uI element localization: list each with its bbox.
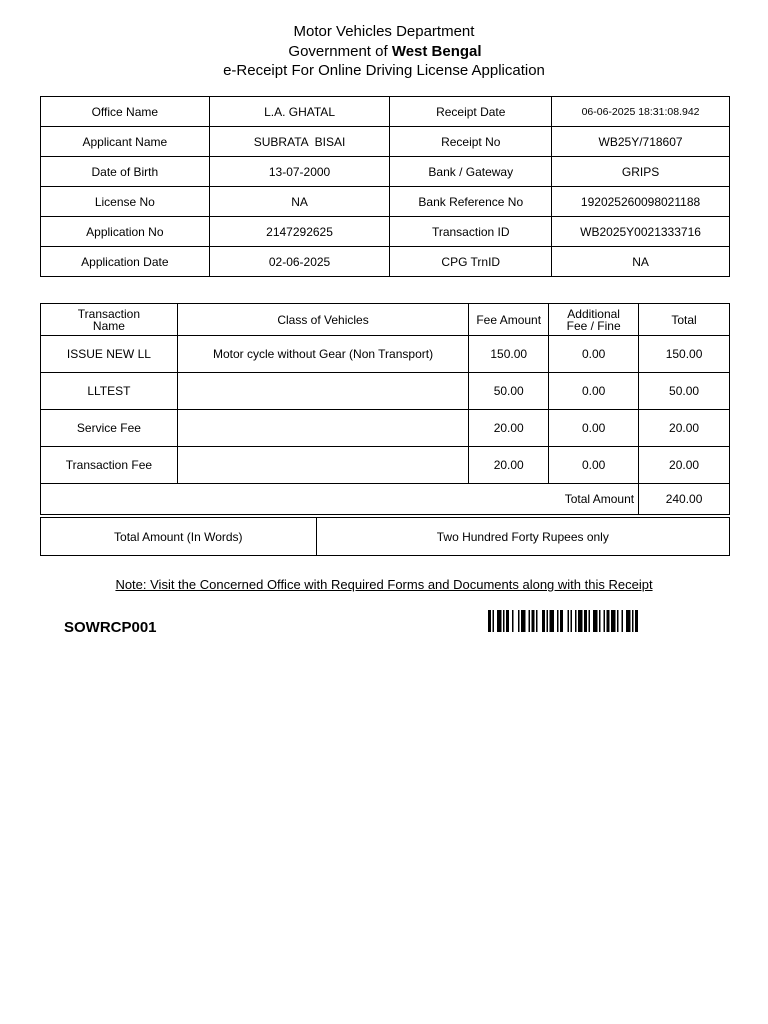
info-label: Bank / Gateway [390, 157, 552, 187]
column-header: Total [639, 304, 730, 336]
info-value: NA [552, 247, 730, 277]
receipt-header [0, 22, 768, 81]
barcode-stripe [604, 610, 606, 632]
table-row [41, 336, 730, 373]
row-total: 20.00 [639, 410, 730, 447]
additional-fee: 0.00 [549, 336, 639, 373]
total-amount-label: Total Amount [41, 484, 639, 515]
total-amount-row [41, 484, 730, 515]
barcode-stripe [607, 610, 610, 632]
barcode-stripe [584, 610, 587, 632]
transaction-name: LLTEST [41, 373, 178, 410]
barcode-stripe [617, 610, 619, 632]
table-row [41, 187, 730, 217]
info-label: Applicant Name [41, 127, 210, 157]
table-row [41, 410, 730, 447]
column-header: Fee Amount [469, 304, 549, 336]
amount-in-words-table [40, 517, 730, 556]
info-label: Office Name [41, 97, 210, 127]
additional-fee: 0.00 [549, 447, 639, 484]
column-header: Class of Vehicles [177, 304, 468, 336]
department-name: Motor Vehicles Department [293, 23, 475, 40]
barcode-stripe [488, 610, 491, 632]
transaction-name: Transaction Fee [41, 447, 178, 484]
barcode-stripe [529, 610, 531, 632]
info-label: Receipt No [390, 127, 552, 157]
info-value: 06-06-2025 18:31:08.942 [552, 97, 730, 127]
info-label: Date of Birth [41, 157, 210, 187]
additional-fee: 0.00 [549, 410, 639, 447]
row-total: 50.00 [639, 373, 730, 410]
fee-header-row [41, 304, 730, 336]
barcode-stripe [568, 610, 570, 632]
table-row [41, 127, 730, 157]
barcode-stripe [532, 610, 535, 632]
barcode-stripe [518, 610, 520, 632]
info-label: Receipt Date [390, 97, 552, 127]
barcode-stripe [593, 610, 598, 632]
barcode-stripe [512, 610, 514, 632]
applicant-info-table [40, 96, 730, 277]
vehicle-class [177, 410, 468, 447]
fee-table [40, 303, 730, 515]
government-prefix: Government of [288, 42, 388, 60]
fee-amount: 50.00 [469, 373, 549, 410]
column-header: Transaction Name [41, 304, 178, 336]
barcode-stripe [557, 610, 559, 632]
government-line [0, 42, 768, 62]
info-value: GRIPS [552, 157, 730, 187]
barcode-stripe [632, 610, 634, 632]
info-label: CPG TrnID [390, 247, 552, 277]
info-value: NA [209, 187, 390, 217]
table-row [41, 373, 730, 410]
info-label: Bank Reference No [390, 187, 552, 217]
total-amount-value: 240.00 [639, 484, 730, 515]
barcode-stripe [578, 610, 583, 632]
amount-in-words-label: Total Amount (In Words) [41, 518, 317, 556]
barcode-icon [488, 610, 702, 632]
barcode-stripe [521, 610, 526, 632]
barcode-stripe [571, 610, 573, 632]
barcode-stripe [622, 610, 624, 632]
info-value: 13-07-2000 [209, 157, 390, 187]
row-total: 150.00 [639, 336, 730, 373]
barcode-stripe [626, 610, 631, 632]
table-row [41, 217, 730, 247]
info-value: WB2025Y0021333716 [552, 217, 730, 247]
barcode-stripe [542, 610, 545, 632]
info-label: Application Date [41, 247, 210, 277]
transaction-name: Service Fee [41, 410, 178, 447]
row-total: 20.00 [639, 447, 730, 484]
table-row [41, 518, 730, 556]
barcode-stripe [536, 610, 538, 632]
info-value: 192025260098021188 [552, 187, 730, 217]
barcode-stripe [547, 610, 549, 632]
fee-amount: 20.00 [469, 447, 549, 484]
amount-in-words-value: Two Hundred Forty Rupees only [316, 518, 729, 556]
table-row [41, 97, 730, 127]
barcode-stripe [503, 610, 505, 632]
vehicle-class: Motor cycle without Gear (Non Transport) [177, 336, 468, 373]
barcode-stripe [575, 610, 577, 632]
barcode-stripe [550, 610, 555, 632]
info-value: 02-06-2025 [209, 247, 390, 277]
vehicle-class [177, 447, 468, 484]
barcode-stripe [506, 610, 509, 632]
info-label: License No [41, 187, 210, 217]
info-value: L.A. GHATAL [209, 97, 390, 127]
receipt-title: e-Receipt For Online Driving License Application [223, 62, 545, 79]
barcode-stripe [635, 610, 638, 632]
info-label: Transaction ID [390, 217, 552, 247]
barcode-stripe [611, 610, 616, 632]
table-row [41, 157, 730, 187]
table-row [41, 447, 730, 484]
form-code: SOWRCP001 [64, 619, 157, 636]
info-label: Application No [41, 217, 210, 247]
barcode-stripe [589, 610, 591, 632]
fee-amount: 150.00 [469, 336, 549, 373]
info-value: SUBRATA BISAI [209, 127, 390, 157]
column-header: Additional Fee / Fine [549, 304, 639, 336]
info-value: WB25Y/718607 [552, 127, 730, 157]
state-name: West Bengal [391, 42, 482, 60]
transaction-name: ISSUE NEW LL [41, 336, 178, 373]
barcode-stripe [560, 610, 563, 632]
vehicle-class [177, 373, 468, 410]
barcode-stripe [497, 610, 502, 632]
receipt-note: Note: Visit the Concerned Office with Required Forms and Documents along with this Receipt [115, 577, 653, 592]
barcode-stripe [599, 610, 601, 632]
additional-fee: 0.00 [549, 373, 639, 410]
fee-amount: 20.00 [469, 410, 549, 447]
info-value: 2147292625 [209, 217, 390, 247]
table-row [41, 247, 730, 277]
barcode-stripe [493, 610, 495, 632]
